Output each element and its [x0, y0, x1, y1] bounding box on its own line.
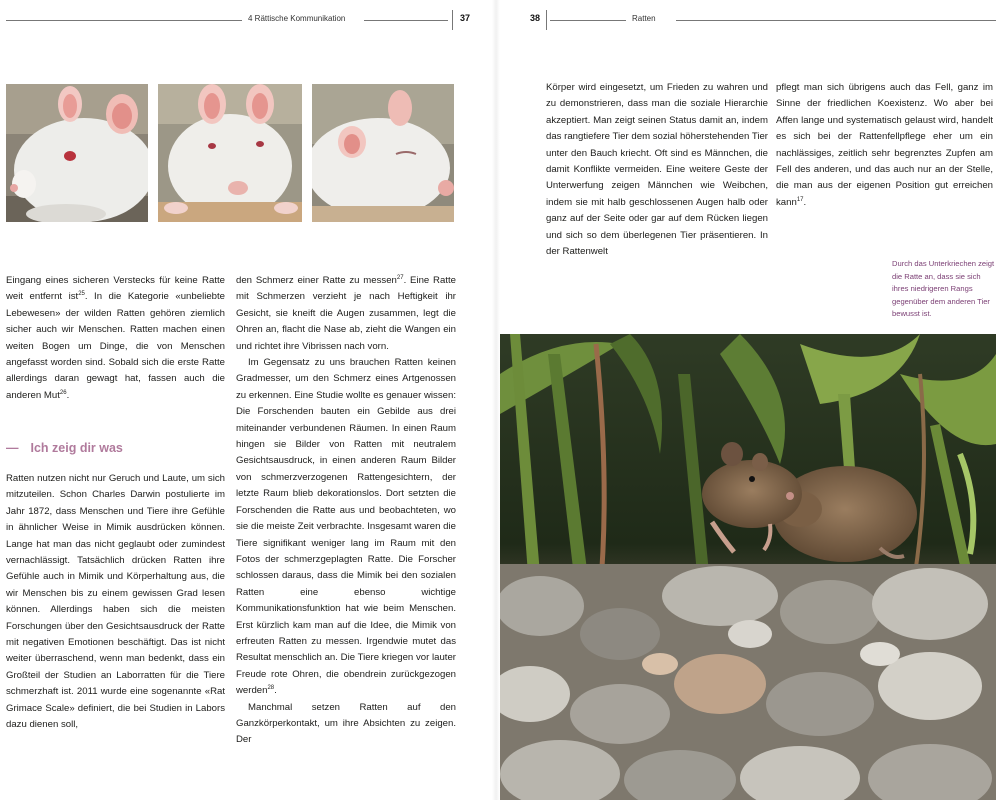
footnote-ref: 27 — [396, 275, 404, 281]
heading-dash: — — [6, 441, 19, 455]
paragraph-left-col1-intro — [6, 273, 225, 404]
paragraph-right-col1: Körper wird eingesetzt, um Frieden zu wahren und zu demonstrieren, dass man die soziale Hierarchie akzeptiert. Man zeigt seinen Status damit an, indem das rangtiefere Tier dem sozial höherstehenden Tier unter den Bauch kriecht. Oft sind es Männchen, die damit Konflikte vermeiden. Eine weitere Geste der Unterwerfung zeigen Männchen wie Weibchen, indem sie mit halb geschlossenen Augen halb oder ganz auf der Seite oder gar auf dem Rücken liegen und sich so dem überlegenen Tier präsentieren. In der Rattenwelt — [546, 82, 768, 258]
header-rule-right-2 — [676, 20, 996, 21]
text-run: . — [66, 389, 70, 401]
text-run: den Schmerz einer Ratte zu messen — [236, 275, 397, 286]
text-run: . In die Kategorie «unbeliebte Lebewesen» der wilden Ratten gehören ziemlich sicher auch wir Menschen. Ratten machen einen weiten Bogen um Dinge, die von Menschen angefasst worden sind. Sobald sich die erste Ratte allerdings daran gewagt hat, fassen auch die anderen Mut — [6, 291, 225, 401]
page-number-right: 38 — [530, 13, 541, 23]
left-page-column-1-lower — [6, 471, 225, 734]
header-separator-right — [546, 10, 547, 30]
header-rule-left-2 — [364, 20, 448, 21]
left-page-column-1 — [6, 273, 225, 404]
header-separator-left — [452, 10, 453, 30]
right-page-column-1 — [546, 80, 768, 260]
text-run: Im Gegensatz zu uns brauchen Ratten keinen Gradmesser, um den Schmerz eines Artgenossen zu erkennen. Eine Studie wollte es genauer wissen: Die Forschenden bauten ein Gebilde aus drei miteinander verbundenen Räumen. In einen Raum hingen sie Bilder von Ratten mit neutralem Gesichtsausdruck, in einen anderen Raum Bilder von schmerzverzogenen Rattengesichtern, der letzte Raum blieb dekorationslos. Dort setzten die Forschenden die Ratte aus und beobachteten, wo sie die meiste Zeit verbrachte. Insgesamt waren die Tiere signifikant weniger lang im Raum mit den Fotos der schmerzgeplagten Ratte. Die Forscher schlossen daraus, dass die Mimik bei den sozialen Ratten eine ebenso wichtige Kommunikationsfunktion hat wie beim Menschen. Erst kürzlich kam man auf die Idee, die Mimik von erfreuten Ratten zu messen. Irgendwie mutet das Resultat menschlich an. Die Tiere kriegen vor lauter Freude rote Ohren, die obendrein zurückgezogen werden — [236, 357, 456, 697]
section-heading — [6, 441, 123, 455]
footnote-ref: 26 — [59, 389, 67, 396]
photo-two-wild-rats — [500, 334, 996, 800]
page-number-left: 37 — [460, 13, 471, 23]
paragraph-right-col2 — [776, 80, 993, 211]
section-heading-text: Ich zeig dir was — [30, 441, 123, 455]
footnote-ref: 28 — [267, 685, 275, 692]
paragraph-left-col2-ganzkoerper: Manchmal setzen Ratten auf den Ganzkörperkontakt, um ihre Absichten zu zeigen. Der — [236, 701, 456, 746]
header-rule-left — [6, 20, 242, 21]
paragraph-left-col1-mimik: Ratten nutzen nicht nur Geruch und Laute, um sich mitzuteilen. Schon Charles Darwin postulierte im Jahr 1872, dass Menschen und Tiere ihre Gefühle in ähnlicher Weise in Mimik ausdrücken können. Lange hat man das nicht geglaubt oder zumindest vernachlässigt. Tatsächlich drücken Ratten ihre Gefühle auch in Mimik und Körperhaltung aus, die wir Menschen bis zu einem gewissen Grad lesen können. Allerdings haben sich die meisten Forschungen über den Gesichtsausdruck der Ratte mit negativen Emotionen beschäftigt. Das ist nicht weiter überraschend, wenn man bedenkt, dass ein Großteil der Studien an Laborratten für die Tiere schmerzhaft ist. 2011 wurde eine sogenannte «Rat Grimace Scale» definiert, die bei Studien in Labors dazu dienen soll, — [6, 473, 225, 731]
running-head-left: 4 Rättische Kommunikation — [248, 14, 346, 23]
photo-caption: Durch das Unterkriechen zeigt die Ratte an, dass sie sich ihres niedrigeren Rangs gegenüber dem anderen Tier bewusst ist. — [892, 259, 995, 319]
header-rule-right — [550, 20, 626, 21]
book-gutter — [492, 0, 500, 800]
right-page-column-2 — [776, 80, 993, 211]
left-page-column-2 — [236, 273, 456, 749]
photo-rat-face-2 — [158, 84, 302, 222]
footnote-ref: 25 — [78, 291, 85, 298]
footnote-ref: 17 — [796, 196, 804, 203]
text-run: Eingang eines sicheren Verstecks für keine Ratte weit entfernt ist — [6, 275, 225, 303]
text-run: . — [803, 196, 807, 208]
photo-rat-face-1 — [6, 84, 148, 222]
text-run: . — [274, 685, 277, 697]
text-run: pflegt man sich übrigens auch das Fell, ganz im Sinne der friedlichen Koexistenz. Wo aber bei Affen lange und systematisch gelaust wird, handelt es sich bei der Rattenfellpflege eher um ein nachlässiges, zeitlich sehr begrenztes Zupfen am Fell des anderen, und das auch nur an der Stelle, die man aus der eigenen Position gut erreichen kann — [776, 82, 993, 208]
photo-rat-face-3 — [312, 84, 454, 222]
text-run: . Eine Ratte mit Schmerzen verzieht je nach Heftigkeit ihr Gesicht, sie kneift die Augen zusammen, legt die Ohren an, flacht die Nase ab, zieht die Wangen ein und richtet ihre Vibrissen nach vorn. — [236, 275, 456, 352]
paragraph-left-col2-studie — [236, 355, 456, 700]
running-head-right: Ratten — [632, 14, 656, 23]
paragraph-left-col2-schmerz — [236, 273, 456, 355]
